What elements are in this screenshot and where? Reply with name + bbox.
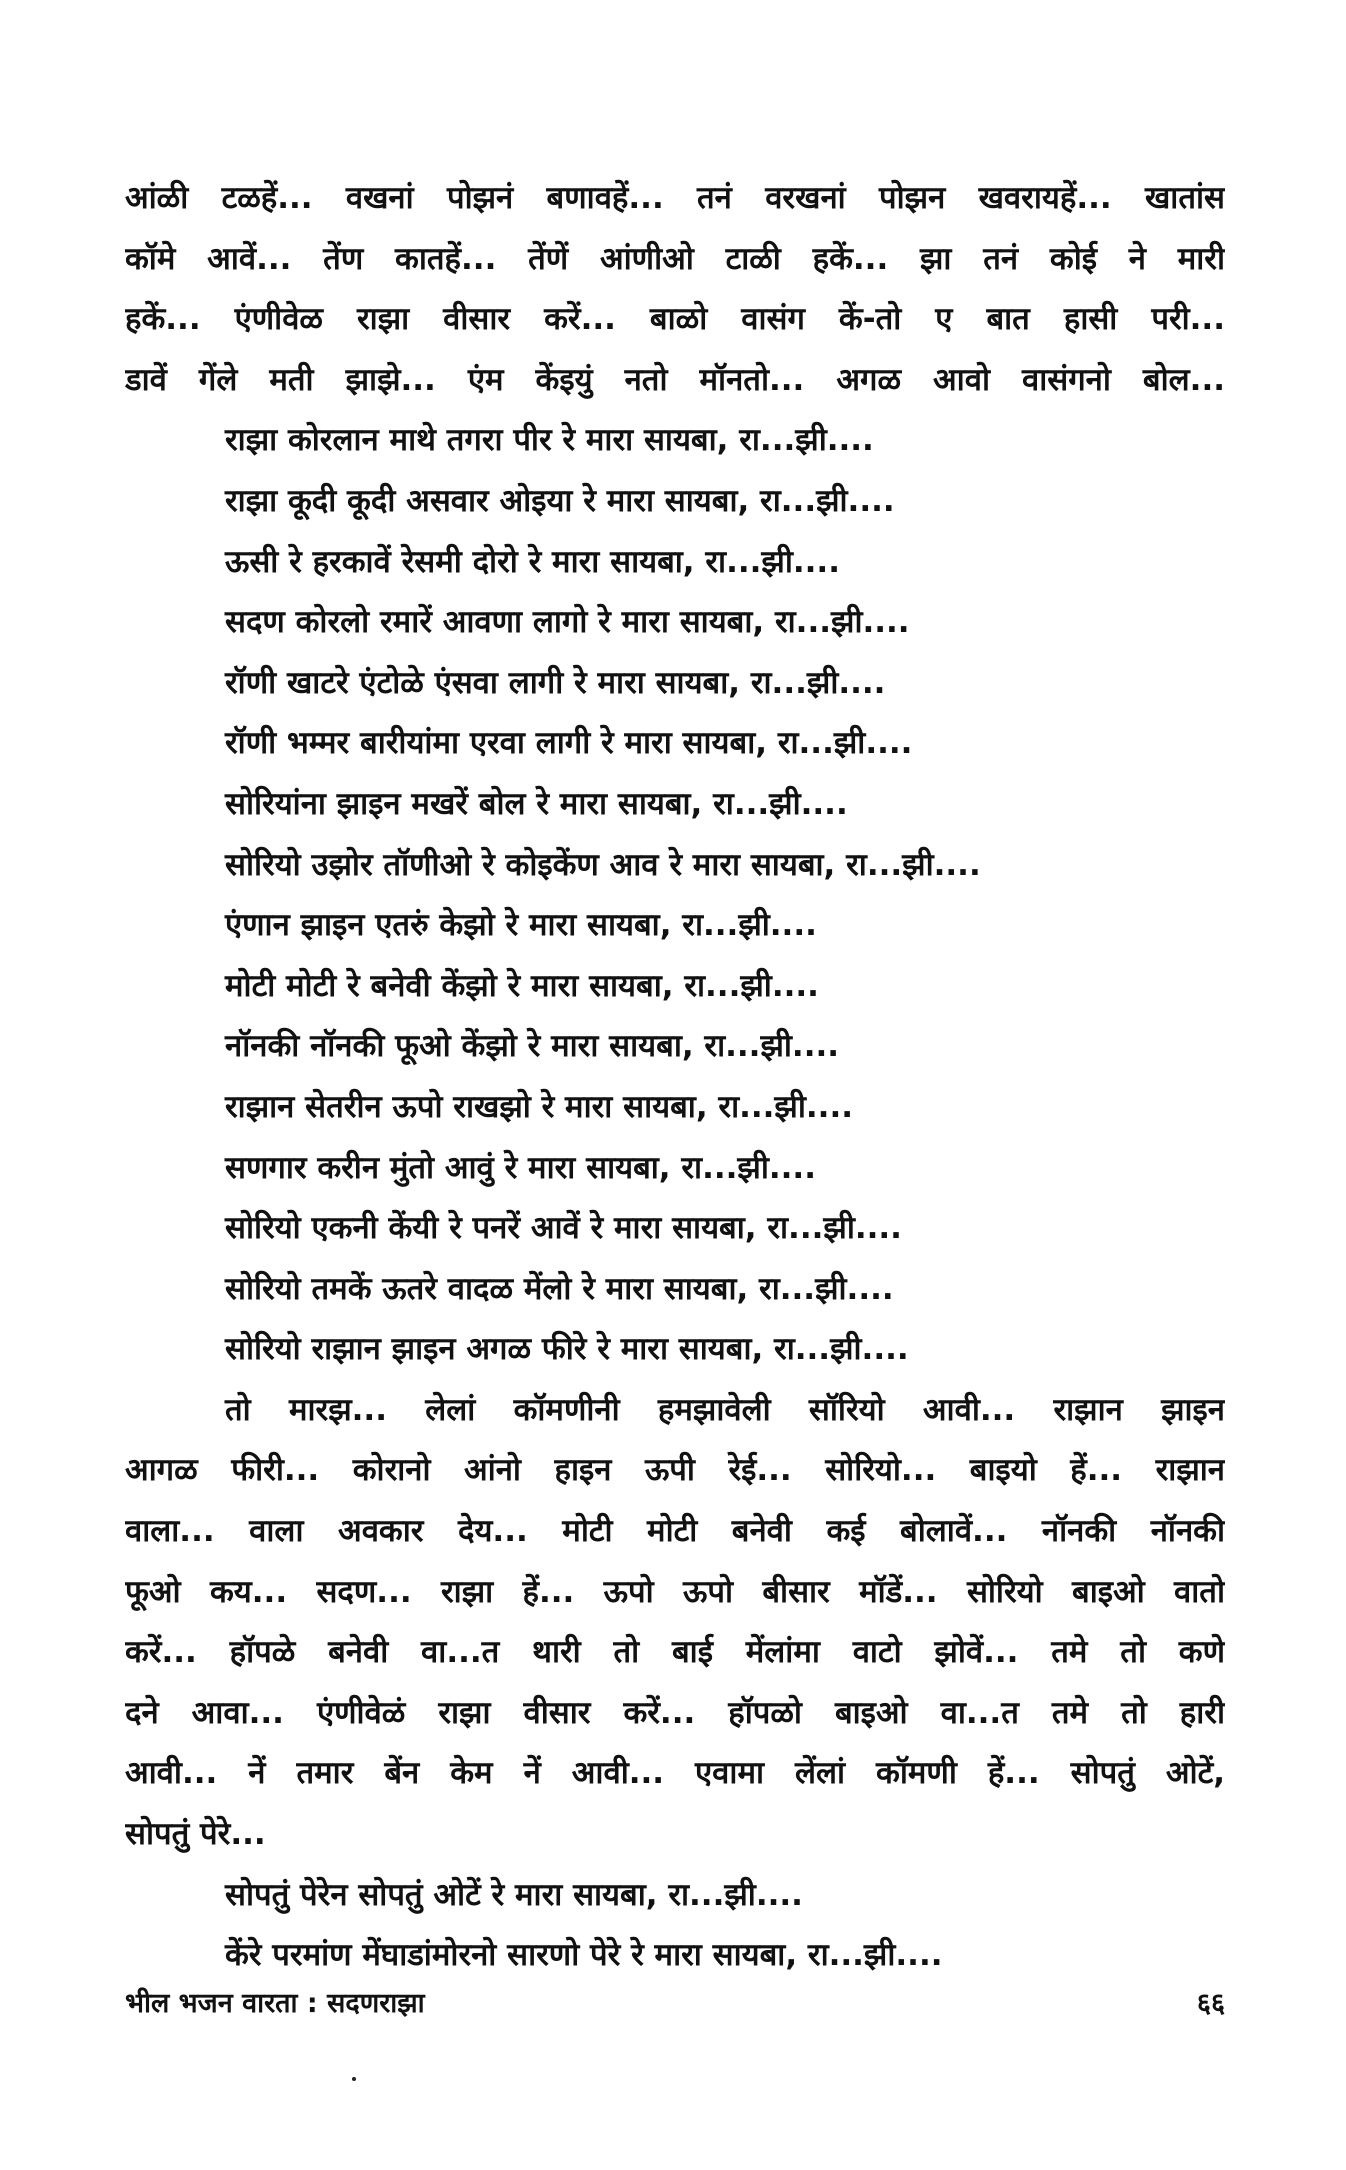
verse-line: रॉणी खाटरे एंटोळे एंसवा लागी रे मारा सायबा, रा...झी.... bbox=[225, 664, 886, 701]
paragraph-line: फूओ कय... सदण... राझा हें... ऊपो ऊपो बीसार मॉडें... सोरियो बाइओ वातो bbox=[125, 1573, 1225, 1610]
verse-line: राझा कूदी कूदी असवार ओइया रे मारा सायबा, रा...झी.... bbox=[225, 482, 895, 519]
paragraph-line: तो मारझ... लेलां कॉमणीनी हमझावेली सॉरियो आवी... राझान झाइन bbox=[225, 1391, 1225, 1428]
verse-line: ऊसी रे हरकावें रेसमी दोरो रे मारा सायबा, रा...झी.... bbox=[225, 543, 840, 580]
verse-line: केंरे परमांण मेंघाडांमोरनो सारणो पेरे रे मारा सायबा, रा...झी.... bbox=[225, 1937, 943, 1974]
paragraph-line: आवी... नें तमार बेंन केम नें आवी... एवामा लेंलां कॉमणी हें... सोपतुं ओटें, bbox=[125, 1755, 1225, 1792]
verse-line: सदण कोरलो रमारें आवणा लागो रे मारा सायबा, रा...झी.... bbox=[225, 604, 910, 641]
paragraph-line: कॉमे आवें... तेंण कातहें... तेंणें आंणीओ टाळी हकें... झा तनं कोई ने मारी bbox=[125, 240, 1225, 277]
verse-line: राझान सेतरीन ऊपो राखझो रे मारा सायबा, रा...झी.... bbox=[225, 1088, 853, 1125]
verse-line: राझा कोरलान माथे तगरा पीर रे मारा सायबा, रा...झी.... bbox=[225, 422, 874, 459]
page-number: ६६ bbox=[1196, 1988, 1225, 2019]
ink-speck bbox=[352, 2077, 356, 2081]
verse-line: सोरियो एकनी केंयी रे पनरें आवें रे मारा सायबा, रा...झी.... bbox=[225, 1210, 902, 1247]
paragraph-line: सोपतुं पेरे... bbox=[125, 1816, 266, 1853]
paragraph-line: करें... हॉपळे बनेवी वा...त थारी तो बाई मेंलांमा वाटो झोवें... तमे तो कणे bbox=[125, 1634, 1225, 1671]
paragraph-line: हकें... एंणीवेळ राझा वीसार करें... बाळो वासंग कें-तो ए बात हासी परी... bbox=[125, 301, 1225, 338]
page-footer bbox=[125, 1982, 1225, 2026]
page-body bbox=[125, 168, 1225, 1986]
verse-line: सोरियो राझान झाइन अगळ फीरे रे मारा सायबा, रा...झी.... bbox=[225, 1331, 909, 1368]
verse-line: सोरियो तमकें ऊतरे वादळ मेंलो रे मारा सायबा, रा...झी.... bbox=[225, 1270, 894, 1307]
paragraph-line: आंळी टळहें... वखनां पोझनं बणावहें... तनं वरखनां पोझन खवरायहें... खातांस bbox=[125, 180, 1225, 216]
verse-line: सणगार करीन मुंतो आवुं रे मारा सायबा, रा...झी.... bbox=[225, 1149, 816, 1186]
verse-line: एंणान झाइन एतरुं केझो रे मारा सायबा, रा...झी.... bbox=[225, 907, 817, 944]
paragraph-line: दने आवा... एंणीवेळं राझा वीसार करें... हॉपळो बाइओ वा...त तमे तो हारी bbox=[125, 1694, 1225, 1731]
verse-line: सोरियांना झाइन मखरें बोल रे मारा सायबा, रा...झी.... bbox=[225, 785, 848, 822]
verse-line: सोपतुं पेरेन सोपतुं ओटें रे मारा सायबा, रा...झी.... bbox=[225, 1876, 803, 1913]
verse-line: नॉनकी नॉनकी फूओ केंझो रे मारा सायबा, रा...झी.... bbox=[225, 1028, 840, 1065]
paragraph-line: डावें गेंले मती झाझे... एंम केंइयुं नतो मॉनतो... अगळ आवो वासंगनो बोल... bbox=[125, 361, 1225, 398]
verse-line: सोरियो उझोर तॉणीओ रे कोइकेंण आव रे मारा सायबा, रा...झी.... bbox=[225, 846, 981, 883]
paragraph-line: आगळ फीरी... कोरानो आंनो हाइन ऊपी रेई... सोरियो... बाइयो हें... राझान bbox=[125, 1452, 1225, 1489]
verse-line: मोटी मोटी रे बनेवी केंझो रे मारा सायबा, रा...झी.... bbox=[225, 967, 819, 1004]
footer-book-title: भील भजन वारता : सदणराझा bbox=[125, 1988, 425, 2019]
paragraph-line: वाला... वाला अवकार देय... मोटी मोटी बनेवी कई बोलावें... नॉनकी नॉनकी bbox=[125, 1513, 1225, 1550]
verse-line: रॉणी भम्मर बारीयांमा एरवा लागी रे मारा सायबा, रा...झी.... bbox=[225, 725, 913, 762]
